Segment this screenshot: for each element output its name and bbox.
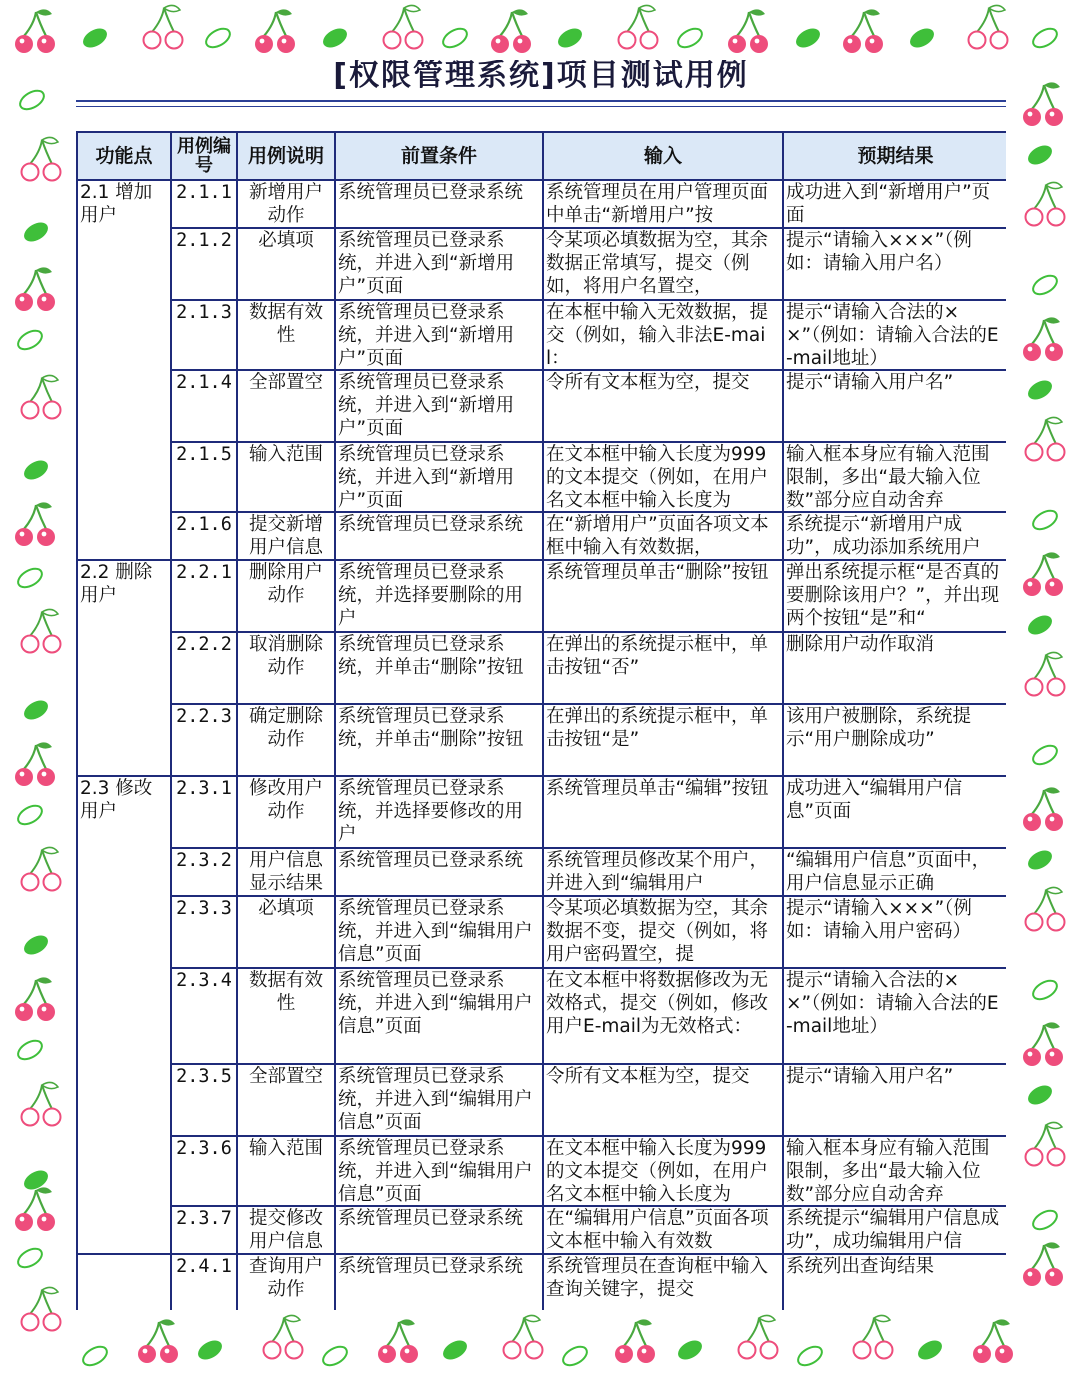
case-description — [237, 704, 335, 776]
precondition-text: 系统管理员已登录系统，并进入到“新增用户”页面 — [338, 444, 515, 509]
case-input — [543, 704, 783, 776]
title-rule — [76, 100, 1006, 102]
case-id: 2.3.5 — [171, 1064, 237, 1136]
case-precondition — [335, 180, 543, 228]
table-row — [77, 968, 1006, 1064]
input-text: 在弹出的系统提示框中，单击按钮“否” — [546, 634, 769, 678]
case-input — [543, 1206, 783, 1254]
precondition-text: 系统管理员已登录系统，并进入到“新增用户”页面 — [338, 302, 515, 367]
case-id: 2.1.4 — [171, 370, 237, 442]
case-description — [237, 896, 335, 968]
input-text: 系统管理员修改某个用户，并进入到“编辑用户 — [546, 850, 769, 893]
case-description — [237, 848, 335, 896]
case-id: 2.1.1 — [171, 180, 237, 228]
precondition-text: 系统管理员已登录系统，并进入到“新增用户”页面 — [338, 372, 515, 439]
table-row — [77, 560, 1006, 632]
case-expected — [783, 300, 1006, 370]
case-input — [543, 632, 783, 704]
case-input — [543, 896, 783, 968]
case-id: 2.3.1 — [171, 776, 237, 848]
case-precondition — [335, 632, 543, 704]
case-precondition — [335, 1206, 543, 1254]
table-row — [77, 704, 1006, 776]
header-input: 输入 — [543, 132, 783, 180]
case-description-text: 提交修改用户信息 — [248, 1208, 323, 1251]
precondition-text: 系统管理员已登录系统，并进入到“新增用户”页面 — [338, 230, 515, 297]
test-case-table — [76, 131, 1006, 1310]
case-precondition — [335, 442, 543, 512]
table-row — [77, 1064, 1006, 1136]
case-description — [237, 300, 335, 370]
case-expected — [783, 776, 1006, 848]
case-precondition — [335, 1136, 543, 1206]
input-text: 系统管理员单击“编辑”按钮 — [546, 778, 769, 799]
precondition-text: 系统管理员已登录系统，并进入到“编辑用户信息”页面 — [338, 1066, 533, 1133]
case-input — [543, 968, 783, 1064]
case-description-text: 必填项 — [258, 898, 314, 919]
case-description — [237, 1206, 335, 1254]
case-description-text: 取消删除动作 — [248, 634, 323, 678]
case-expected — [783, 704, 1006, 776]
case-expected — [783, 1064, 1006, 1136]
case-precondition — [335, 704, 543, 776]
header-description: 用例说明 — [237, 132, 335, 180]
case-id: 2.4.1 — [171, 1254, 237, 1310]
case-input — [543, 776, 783, 848]
table-row — [77, 512, 1006, 560]
case-input — [543, 512, 783, 560]
case-precondition — [335, 776, 543, 848]
case-id: 2.2.2 — [171, 632, 237, 704]
case-precondition — [335, 300, 543, 370]
case-expected — [783, 442, 1006, 512]
expected-text: 提示“请输入合法的××”（例如：请输入合法的E-mail地址） — [786, 302, 999, 367]
header-precondition: 前置条件 — [335, 132, 543, 180]
case-id: 2.3.4 — [171, 968, 237, 1064]
input-text: 在“新增用户”页面各项文本框中输入有效数据， — [546, 514, 769, 557]
case-expected — [783, 1136, 1006, 1206]
case-description-text: 删除用户动作 — [248, 562, 323, 606]
table-row — [77, 442, 1006, 512]
feature-cell: 2.1 增加用户 — [77, 180, 171, 560]
expected-text: 系统列出查询结果 — [786, 1256, 935, 1277]
input-text: 在弹出的系统提示框中，单击按钮“是” — [546, 706, 769, 750]
feature-cell: 2.3 修改用户 — [77, 776, 171, 1254]
case-description-text: 数据有效性 — [248, 302, 323, 346]
case-description — [237, 512, 335, 560]
feature-cell — [77, 1254, 171, 1310]
case-description-text: 必填项 — [258, 230, 314, 251]
table-row — [77, 848, 1006, 896]
precondition-text: 系统管理员已登录系统，并单击“删除”按钮 — [338, 634, 524, 678]
case-description — [237, 560, 335, 632]
case-description — [237, 968, 335, 1064]
input-text: 系统管理员在用户管理页面中单击“新增用户”按 — [546, 182, 769, 225]
title-rule-thin — [76, 106, 1006, 107]
table-row — [77, 776, 1006, 848]
case-description-text: 确定删除动作 — [248, 706, 323, 750]
expected-text: 删除用户动作取消 — [786, 634, 935, 655]
expected-text: 该用户被删除，系统提示“用户删除成功” — [786, 706, 972, 750]
case-input — [543, 370, 783, 442]
case-description-text: 全部置空 — [248, 372, 323, 393]
table-row — [77, 300, 1006, 370]
case-precondition — [335, 228, 543, 300]
input-text: 在文本框中输入长度为999的文本提交（例如，在用户名文本框中输入长度为 — [546, 1138, 769, 1203]
case-precondition — [335, 560, 543, 632]
case-input — [543, 1254, 783, 1310]
precondition-text: 系统管理员已登录系统 — [338, 514, 524, 535]
expected-text: 弹出系统提示框“是否真的要删除该用户？”，并出现两个按钮“是”和“ — [786, 562, 1000, 629]
case-description — [237, 228, 335, 300]
case-expected — [783, 560, 1006, 632]
precondition-text: 系统管理员已登录系统，并进入到“编辑用户信息”页面 — [338, 898, 533, 965]
case-input — [543, 1136, 783, 1206]
case-precondition — [335, 848, 543, 896]
expected-text: 成功进入“编辑用户信息”页面 — [786, 778, 963, 822]
precondition-text: 系统管理员已登录系统，并进入到“编辑用户信息”页面 — [338, 970, 533, 1037]
input-text: 令某项必填数据为空，其余数据正常填写，提交（例如，将用户名置空， — [546, 230, 769, 297]
case-description-text: 用户信息显示结果 — [248, 850, 323, 893]
expected-text: 提示“请输入用户名” — [786, 372, 954, 393]
case-description-text: 新增用户动作 — [248, 182, 323, 225]
case-expected — [783, 228, 1006, 300]
case-expected — [783, 1206, 1006, 1254]
expected-text: “编辑用户信息”页面中，用户信息显示正确 — [786, 850, 991, 893]
expected-text: 成功进入到“新增用户”页面 — [786, 182, 991, 225]
input-text: 令所有文本框为空，提交 — [546, 1066, 750, 1087]
header-case-id: 用例编号 — [171, 132, 237, 180]
document-title: [权限管理系统]项目测试用例 — [333, 60, 749, 93]
expected-text: 提示“请输入×××”（例如：请输入用户名） — [786, 230, 972, 274]
case-description-text: 提交新增用户信息 — [248, 514, 323, 557]
case-id: 2.3.7 — [171, 1206, 237, 1254]
case-expected — [783, 632, 1006, 704]
case-description-text: 全部置空 — [248, 1066, 323, 1087]
expected-text: 提示“请输入×××”（例如：请输入用户密码） — [786, 898, 972, 942]
table-header-row — [77, 132, 1006, 180]
table-row — [77, 1136, 1006, 1206]
precondition-text: 系统管理员已登录系统，并单击“删除”按钮 — [338, 706, 524, 750]
input-text: 系统管理员单击“删除”按钮 — [546, 562, 769, 583]
case-expected — [783, 1254, 1006, 1310]
table-row — [77, 180, 1006, 228]
case-id: 2.1.5 — [171, 442, 237, 512]
case-input — [543, 300, 783, 370]
expected-text: 输入框本身应有输入范围限制，多出“最大输入位数”部分应自动舍弃 — [786, 1138, 990, 1203]
case-expected — [783, 896, 1006, 968]
precondition-text: 系统管理员已登录系统 — [338, 1256, 524, 1277]
case-id: 2.1.2 — [171, 228, 237, 300]
case-expected — [783, 848, 1006, 896]
case-description-text: 修改用户动作 — [248, 778, 323, 822]
precondition-text: 系统管理员已登录系统 — [338, 182, 524, 203]
precondition-text: 系统管理员已登录系统 — [338, 850, 524, 871]
expected-text: 提示“请输入合法的××”（例如：请输入合法的E-mail地址） — [786, 970, 999, 1037]
case-description-text: 输入范围 — [248, 444, 323, 465]
case-id: 2.1.6 — [171, 512, 237, 560]
case-expected — [783, 180, 1006, 228]
case-description — [237, 180, 335, 228]
precondition-text: 系统管理员已登录系统，并选择要删除的用户 — [338, 562, 524, 629]
precondition-text: 系统管理员已登录系统 — [338, 1208, 524, 1229]
case-description — [237, 1254, 335, 1310]
case-description — [237, 370, 335, 442]
case-description — [237, 1064, 335, 1136]
case-input — [543, 180, 783, 228]
case-description-text: 查询用户动作 — [248, 1256, 323, 1300]
case-expected — [783, 370, 1006, 442]
case-description-text: 数据有效性 — [248, 970, 323, 1014]
case-id: 2.3.6 — [171, 1136, 237, 1206]
expected-text: 系统提示“编辑用户信息成功”，成功编辑用户信 — [786, 1208, 1000, 1251]
table-row — [77, 896, 1006, 968]
case-precondition — [335, 370, 543, 442]
expected-text: 提示“请输入用户名” — [786, 1066, 954, 1087]
case-description — [237, 1136, 335, 1206]
case-id: 2.3.2 — [171, 848, 237, 896]
table-row — [77, 370, 1006, 442]
case-precondition — [335, 896, 543, 968]
expected-text: 系统提示“新增用户成功”，成功添加系统用户 — [786, 514, 981, 557]
input-text: 在“编辑用户信息”页面各项文本框中输入有效数 — [546, 1208, 769, 1251]
test-case-document — [76, 60, 1006, 1310]
input-text: 在文本框中输入长度为999的文本提交（例如，在用户名文本框中输入长度为 — [546, 444, 769, 509]
case-description — [237, 442, 335, 512]
case-precondition — [335, 1064, 543, 1136]
input-text: 令所有文本框为空，提交 — [546, 372, 750, 393]
case-expected — [783, 512, 1006, 560]
case-input — [543, 228, 783, 300]
case-id: 2.3.3 — [171, 896, 237, 968]
precondition-text: 系统管理员已登录系统，并选择要修改的用户 — [338, 778, 524, 845]
table-row — [77, 228, 1006, 300]
case-id: 2.2.3 — [171, 704, 237, 776]
case-description — [237, 776, 335, 848]
case-input — [543, 848, 783, 896]
expected-text: 输入框本身应有输入范围限制，多出“最大输入位数”部分应自动舍弃 — [786, 444, 990, 509]
input-text: 在文本框中将数据修改为无效格式，提交（例如，修改用户E-mail为无效格式： — [546, 970, 769, 1037]
precondition-text: 系统管理员已登录系统，并进入到“编辑用户信息”页面 — [338, 1138, 533, 1203]
case-id: 2.1.3 — [171, 300, 237, 370]
case-precondition — [335, 968, 543, 1064]
case-input — [543, 442, 783, 512]
table-row — [77, 1206, 1006, 1254]
case-expected — [783, 968, 1006, 1064]
case-input — [543, 560, 783, 632]
header-expected: 预期结果 — [783, 132, 1006, 180]
input-text: 在本框中输入无效数据，提交（例如，输入非法E-mail： — [546, 302, 769, 367]
input-text: 系统管理员在查询框中输入查询关键字，提交 — [546, 1256, 769, 1300]
case-precondition — [335, 512, 543, 560]
case-description-text: 输入范围 — [248, 1138, 323, 1159]
case-precondition — [335, 1254, 543, 1310]
case-id: 2.2.1 — [171, 560, 237, 632]
case-input — [543, 1064, 783, 1136]
case-description — [237, 632, 335, 704]
table-row — [77, 632, 1006, 704]
feature-cell: 2.2 删除用户 — [77, 560, 171, 776]
table-row — [77, 1254, 1006, 1310]
header-feature: 功能点 — [77, 132, 171, 180]
input-text: 令某项必填数据为空，其余数据不变，提交（例如，将用户密码置空，提 — [546, 898, 769, 965]
